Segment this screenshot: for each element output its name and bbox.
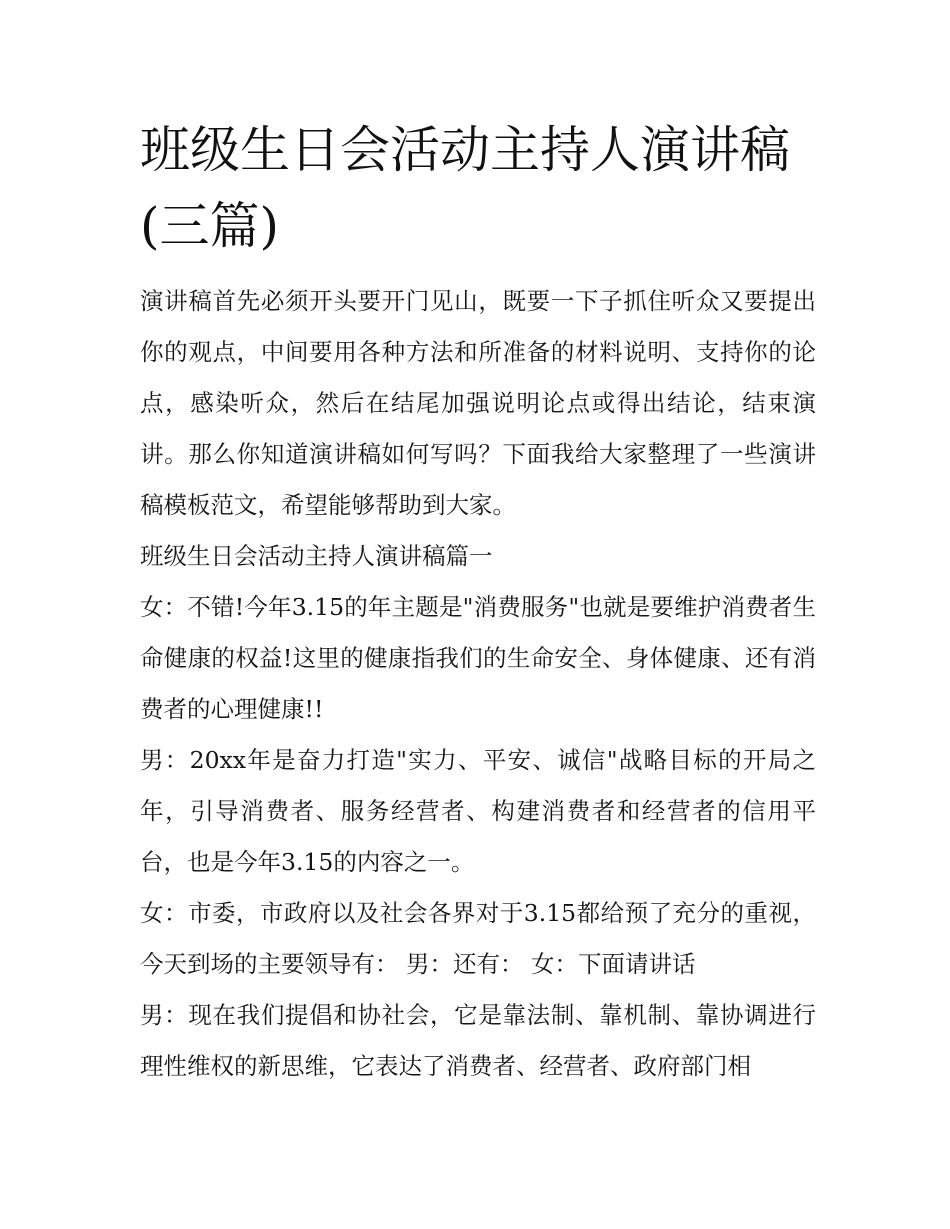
dialogue-paragraph: 男：现在我们提倡和协社会，它是靠法制、靠机制、靠协调进行理性维权的新思维，它表达了消费者、经营者、政府部门相	[140, 1001, 816, 1080]
dialogue-paragraph: 女：不错!今年3.15的年主题是"消费服务"也就是要维护消费者生命健康的权益!这里的健康指我们的生命安全、身体健康、还有消费者的心理健康!!	[140, 593, 816, 723]
section-heading: 班级生日会活动主持人演讲稿篇一	[140, 542, 493, 570]
document-body	[140, 276, 816, 1092]
dialogue-paragraph: 女：市委，市政府以及社会各界对于3.15都给预了充分的重视，今天到场的主要领导有： 男：还有： 女：下面请讲话	[140, 899, 816, 978]
dialogue-paragraph: 男：20xx年是奋力打造"实力、平安、诚信"战略目标的开局之年，引导消费者、服务经营者、构建消费者和经营者的信用平台，也是今年3.15的内容之一。	[140, 746, 816, 876]
intro-paragraph: 演讲稿首先必须开头要开门见山，既要一下子抓住听众又要提出你的观点，中间要用各种方法和所准备的材料说明、支持你的论点，感染听众，然后在结尾加强说明论点或得出结论，结束演讲。那么你知道演讲稿如何写吗？下面我给大家整理了一些演讲稿模板范文，希望能够帮助到大家。	[140, 287, 816, 519]
document-title: 班级生日会活动主持人演讲稿(三篇)	[140, 121, 790, 255]
